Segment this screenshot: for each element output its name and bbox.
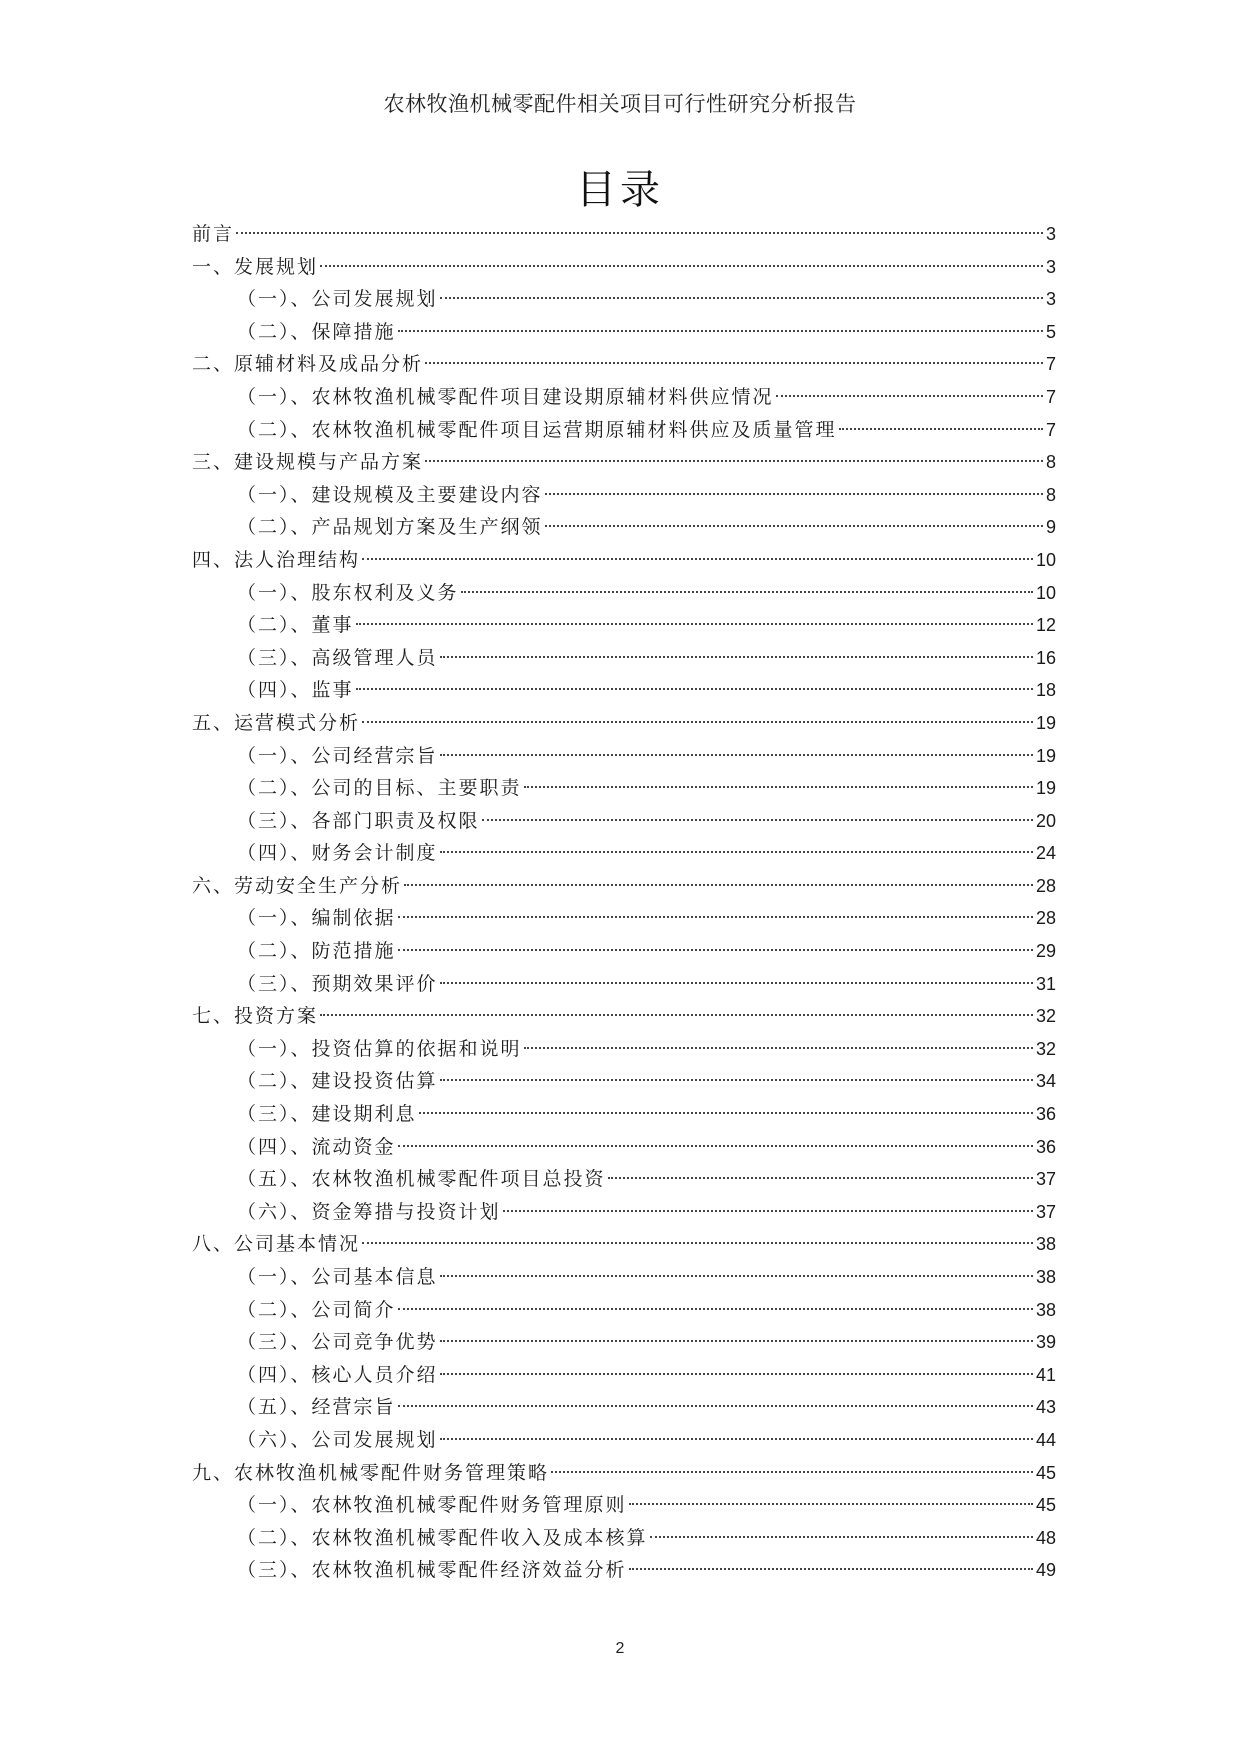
toc-entry-label: （二）、农林牧渔机械零配件收入及成本核算 xyxy=(237,1526,648,1549)
toc-entry[interactable] xyxy=(192,707,1056,740)
toc-entry[interactable] xyxy=(192,381,1056,414)
toc-leader-dots xyxy=(545,525,1043,527)
toc-leader-dots xyxy=(419,1112,1033,1114)
toc-entry-page-number: 7 xyxy=(1045,386,1056,407)
toc-entry[interactable] xyxy=(192,251,1056,284)
toc-entry-page-number: 7 xyxy=(1045,419,1056,440)
toc-leader-dots xyxy=(425,362,1043,364)
toc-entry[interactable] xyxy=(192,902,1056,935)
toc-entry-page-number: 37 xyxy=(1035,1169,1056,1190)
toc-leader-dots xyxy=(398,1308,1033,1310)
toc-entry-label: （一）、建设规模及主要建设内容 xyxy=(237,483,543,506)
toc-entry-page-number: 41 xyxy=(1035,1364,1056,1385)
toc-entry-label: （一）、公司发展规划 xyxy=(237,288,438,311)
toc-entry[interactable] xyxy=(192,740,1056,773)
toc-entry-label: （一）、公司基本信息 xyxy=(237,1266,438,1288)
toc-entry-label: 七、投资方案 xyxy=(192,1005,319,1028)
toc-leader-dots xyxy=(398,330,1043,332)
toc-entry-page-number: 36 xyxy=(1035,1104,1056,1125)
toc-entry-page-number: 37 xyxy=(1035,1201,1056,1222)
toc-leader-dots xyxy=(398,916,1033,918)
toc-entry-label: （三）、农林牧渔机械零配件经济效益分析 xyxy=(237,1559,627,1582)
toc-entry-page-number: 16 xyxy=(1035,647,1056,668)
toc-leader-dots xyxy=(629,1503,1033,1505)
toc-entry[interactable] xyxy=(192,283,1056,316)
toc-entry-label: 九、农林牧渔机械零配件财务管理策略 xyxy=(192,1461,550,1484)
toc-entry-label: 一、发展规划 xyxy=(192,255,319,278)
toc-entry[interactable] xyxy=(192,1000,1056,1033)
toc-entry[interactable] xyxy=(192,1391,1056,1424)
toc-entry-label: （三）、公司竞争优势 xyxy=(237,1331,438,1354)
toc-entry-label: （四）、核心人员介绍 xyxy=(237,1363,438,1386)
toc-entry-page-number: 28 xyxy=(1035,908,1056,929)
toc-entry-page-number: 39 xyxy=(1035,1332,1056,1353)
toc-leader-dots xyxy=(440,297,1043,299)
toc-leader-dots xyxy=(839,428,1043,430)
toc-leader-dots xyxy=(440,754,1033,756)
toc-entry-label: （二）、公司简介 xyxy=(237,1298,396,1321)
toc-entry-label: （二）、产品规划方案及生产纲领 xyxy=(237,516,543,539)
toc-entry-page-number: 18 xyxy=(1035,680,1056,701)
toc-entry-label: （二）、公司的目标、主要职责 xyxy=(237,777,522,800)
toc-title: 目录 xyxy=(576,167,664,213)
toc-entry-page-number: 3 xyxy=(1045,256,1056,277)
toc-leader-dots xyxy=(440,1079,1033,1081)
toc-entry-page-number: 28 xyxy=(1035,875,1056,896)
toc-leader-dots xyxy=(551,1471,1033,1473)
toc-entry[interactable] xyxy=(192,772,1056,805)
toc-entry-page-number: 36 xyxy=(1035,1136,1056,1157)
toc-entry-page-number: 19 xyxy=(1035,712,1056,733)
toc-entry[interactable] xyxy=(192,1489,1056,1522)
toc-leader-dots xyxy=(398,1405,1033,1407)
toc-leader-dots xyxy=(482,819,1033,821)
toc-entry[interactable] xyxy=(192,1065,1056,1098)
toc-entry-page-number: 19 xyxy=(1035,778,1056,799)
toc-leader-dots xyxy=(503,1210,1033,1212)
toc-entry[interactable] xyxy=(192,642,1056,675)
toc-entry-label: （四）、财务会计制度 xyxy=(237,842,438,865)
toc-entry-label: 六、劳动安全生产分析 xyxy=(192,874,403,897)
toc-leader-dots xyxy=(776,395,1043,397)
toc-entry[interactable] xyxy=(192,1457,1056,1490)
toc-list xyxy=(192,218,1056,1587)
toc-leader-dots xyxy=(524,786,1033,788)
toc-leader-dots xyxy=(650,1536,1033,1538)
toc-entry-page-number: 5 xyxy=(1045,321,1056,342)
toc-leader-dots xyxy=(440,982,1033,984)
toc-leader-dots xyxy=(545,493,1043,495)
toc-entry[interactable] xyxy=(192,577,1056,610)
toc-leader-dots xyxy=(461,591,1033,593)
toc-entry-label: 三、建设规模与产品方案 xyxy=(192,451,424,474)
toc-entry-label: （五）、农林牧渔机械零配件项目总投资 xyxy=(237,1168,606,1191)
toc-leader-dots xyxy=(356,688,1033,690)
toc-entry-label: （一）、农林牧渔机械零配件财务管理原则 xyxy=(237,1494,627,1517)
toc-entry-page-number: 45 xyxy=(1035,1462,1056,1483)
toc-entry-label: （二）、建设投资估算 xyxy=(237,1070,438,1093)
toc-entry-label: （一）、农林牧渔机械零配件项目建设期原辅材料供应情况 xyxy=(237,385,774,408)
toc-leader-dots xyxy=(362,721,1033,723)
toc-leader-dots xyxy=(356,623,1033,625)
toc-entry[interactable] xyxy=(192,837,1056,870)
toc-leader-dots xyxy=(320,265,1043,267)
toc-entry-label: 前言 xyxy=(192,223,235,245)
toc-entry-page-number: 12 xyxy=(1035,615,1056,636)
toc-entry-page-number: 19 xyxy=(1035,745,1056,766)
toc-entry[interactable] xyxy=(192,414,1056,447)
toc-entry[interactable] xyxy=(192,1196,1056,1229)
toc-entry[interactable] xyxy=(192,1033,1056,1066)
toc-entry[interactable] xyxy=(192,316,1056,349)
page-number: 2 xyxy=(615,1640,625,1657)
running-header: 农林牧渔机械零配件相关项目可行性研究分析报告 xyxy=(383,92,857,116)
toc-entry[interactable] xyxy=(192,1098,1056,1131)
toc-leader-dots xyxy=(236,232,1043,234)
toc-entry[interactable] xyxy=(192,1424,1056,1457)
toc-entry-page-number: 10 xyxy=(1035,582,1056,603)
toc-entry-page-number: 34 xyxy=(1035,1071,1056,1092)
toc-entry-label: （三）、各部门职责及权限 xyxy=(237,809,480,832)
toc-entry-label: （一）、编制依据 xyxy=(237,907,396,930)
toc-entry-page-number: 49 xyxy=(1035,1560,1056,1581)
toc-entry[interactable] xyxy=(192,1294,1056,1327)
toc-entry-page-number: 3 xyxy=(1045,224,1056,244)
toc-leader-dots xyxy=(440,1373,1033,1375)
toc-entry[interactable] xyxy=(192,674,1056,707)
toc-leader-dots xyxy=(362,558,1033,560)
toc-leader-dots xyxy=(440,1275,1033,1277)
toc-entry[interactable] xyxy=(192,544,1056,577)
toc-entry-label: （二）、董事 xyxy=(237,614,354,637)
toc-entry-label: （一）、公司经营宗旨 xyxy=(237,744,438,767)
toc-entry[interactable] xyxy=(192,446,1056,479)
toc-entry-page-number: 20 xyxy=(1035,810,1056,831)
toc-entry-label: （一）、股东权利及义务 xyxy=(237,581,459,604)
toc-entry[interactable] xyxy=(192,870,1056,903)
toc-entry-page-number: 29 xyxy=(1035,941,1056,962)
toc-leader-dots xyxy=(440,851,1033,853)
toc-leader-dots xyxy=(440,656,1033,658)
toc-entry-page-number: 24 xyxy=(1035,843,1056,864)
toc-leader-dots xyxy=(440,1340,1033,1342)
toc-entry-label: （四）、流动资金 xyxy=(237,1135,396,1158)
toc-leader-dots xyxy=(440,1438,1033,1440)
toc-entry-label: （二）、农林牧渔机械零配件项目运营期原辅材料供应及质量管理 xyxy=(237,418,837,441)
toc-entry-label: （二）、防范措施 xyxy=(237,940,396,963)
toc-entry[interactable] xyxy=(192,1228,1056,1261)
toc-entry-page-number: 38 xyxy=(1035,1267,1056,1287)
toc-entry-page-number: 10 xyxy=(1035,549,1056,570)
toc-entry[interactable] xyxy=(192,1326,1056,1359)
toc-leader-dots xyxy=(608,1177,1033,1179)
toc-entry-label: 八、公司基本情况 xyxy=(192,1233,361,1256)
toc-entry[interactable] xyxy=(192,805,1056,838)
toc-entry[interactable] xyxy=(192,1554,1056,1587)
toc-entry-label: 二、原辅材料及成品分析 xyxy=(192,353,424,376)
toc-entry[interactable] xyxy=(192,1261,1056,1294)
toc-entry[interactable] xyxy=(192,479,1056,512)
toc-leader-dots xyxy=(398,1145,1033,1147)
toc-entry-page-number: 38 xyxy=(1035,1234,1056,1255)
toc-entry[interactable] xyxy=(192,609,1056,642)
toc-entry-label: （二）、保障措施 xyxy=(237,320,396,343)
toc-leader-dots xyxy=(320,1014,1033,1016)
toc-entry[interactable] xyxy=(192,1359,1056,1392)
toc-entry[interactable] xyxy=(192,511,1056,544)
toc-entry-label: （六）、资金筹措与投资计划 xyxy=(237,1200,501,1223)
toc-entry-page-number: 44 xyxy=(1035,1429,1056,1450)
toc-entry-label: （四）、监事 xyxy=(237,679,354,702)
toc-entry[interactable] xyxy=(192,348,1056,381)
toc-leader-dots xyxy=(362,1242,1033,1244)
toc-leader-dots xyxy=(404,884,1033,886)
toc-entry-label: （六）、公司发展规划 xyxy=(237,1428,438,1451)
toc-entry-page-number: 31 xyxy=(1035,973,1056,994)
toc-entry-label: （三）、高级管理人员 xyxy=(237,646,438,669)
toc-entry-page-number: 43 xyxy=(1035,1397,1056,1418)
toc-leader-dots xyxy=(629,1568,1033,1570)
toc-entry[interactable] xyxy=(192,1522,1056,1555)
toc-entry-page-number: 38 xyxy=(1035,1299,1056,1320)
toc-leader-dots xyxy=(425,460,1043,462)
toc-entry-label: （五）、经营宗旨 xyxy=(237,1396,396,1419)
toc-entry-label: （三）、预期效果评价 xyxy=(237,972,438,995)
toc-entry-label: 四、法人治理结构 xyxy=(192,548,361,571)
toc-entry-page-number: 32 xyxy=(1035,1006,1056,1027)
toc-entry-page-number: 32 xyxy=(1035,1038,1056,1059)
toc-entry-page-number: 3 xyxy=(1045,289,1056,310)
toc-entry[interactable] xyxy=(192,1131,1056,1164)
toc-entry[interactable] xyxy=(192,1163,1056,1196)
toc-entry-page-number: 9 xyxy=(1045,517,1056,538)
toc-entry-page-number: 45 xyxy=(1035,1495,1056,1516)
toc-leader-dots xyxy=(398,949,1033,951)
toc-entry[interactable] xyxy=(192,218,1056,251)
toc-entry-page-number: 8 xyxy=(1045,452,1056,473)
toc-entry-page-number: 7 xyxy=(1045,354,1056,375)
toc-entry-page-number: 48 xyxy=(1035,1527,1056,1548)
toc-entry[interactable] xyxy=(192,968,1056,1001)
toc-entry-label: （一）、投资估算的依据和说明 xyxy=(237,1037,522,1060)
toc-entry-page-number: 8 xyxy=(1045,484,1056,505)
toc-entry-label: （三）、建设期利息 xyxy=(237,1103,417,1126)
toc-leader-dots xyxy=(524,1047,1033,1049)
toc-entry[interactable] xyxy=(192,935,1056,968)
toc-entry-label: 五、运营模式分析 xyxy=(192,711,361,734)
